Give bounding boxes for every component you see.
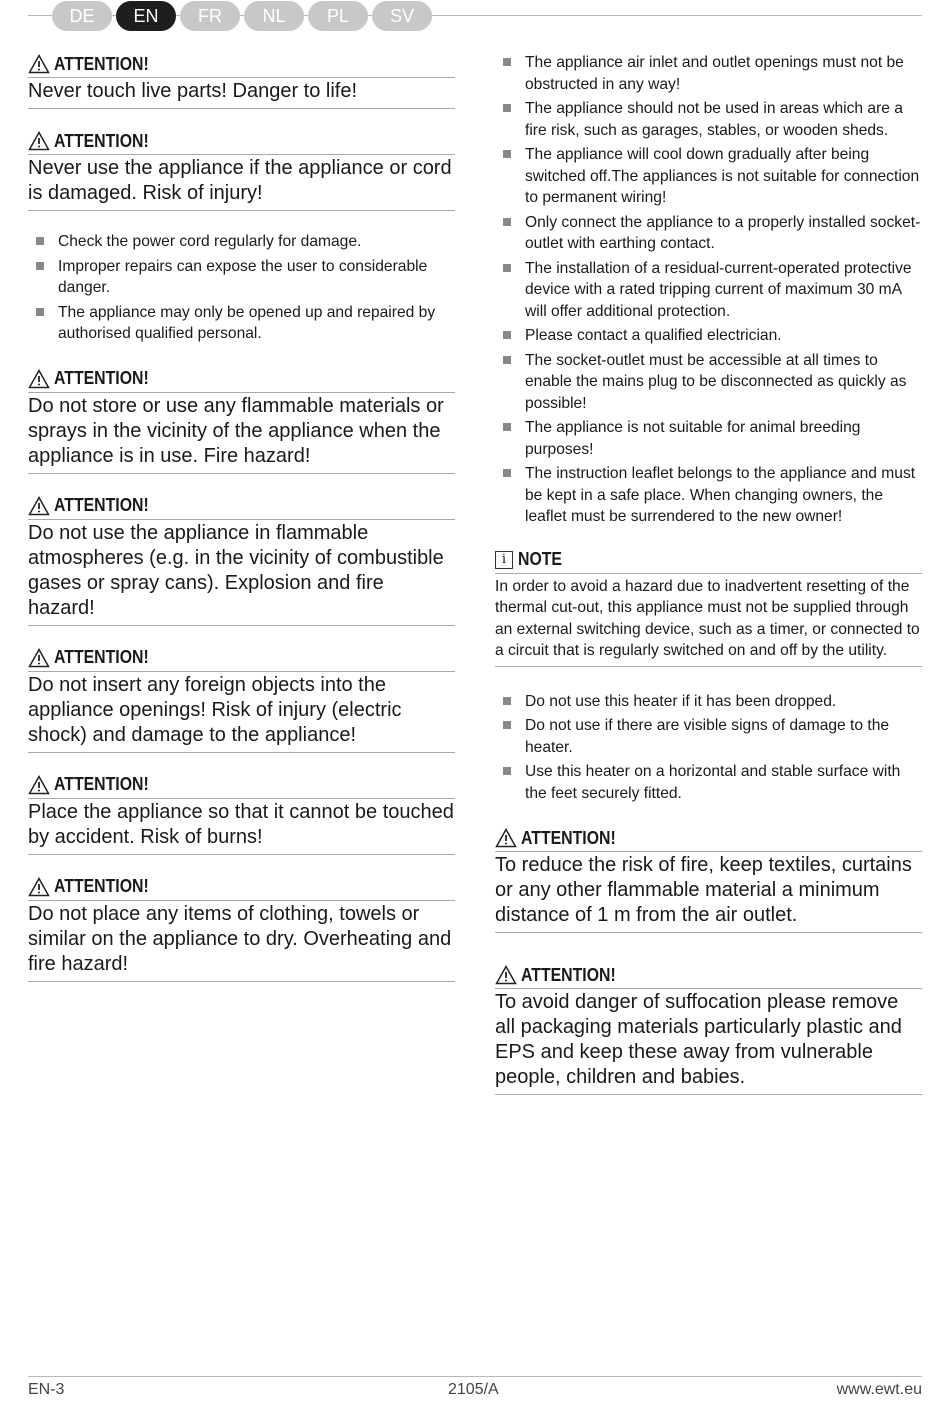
- square-bullet-icon: [36, 237, 44, 245]
- warning-triangle-icon: [28, 54, 50, 74]
- warning-block: [28, 367, 455, 474]
- list-item: The installation of a residual-current-operated protective device with a rated tripping current of maximum 30 mA will offer additional protection.: [495, 258, 922, 323]
- warning-triangle-icon: [28, 877, 50, 897]
- note-block: [495, 548, 922, 667]
- note-text: In order to avoid a hazard due to inadvertent resetting of the thermal cut-out, this appliance must not be supplied through an external switching device, such as a timer, or connected to a circuit that is regularly switched on and off by the utility.: [495, 574, 922, 667]
- list-item: Do not use if there are visible signs of damage to the heater.: [495, 715, 922, 758]
- list-item: Use this heater on a horizontal and stable surface with the feet securely fitted.: [495, 761, 922, 804]
- warning-heading: ATTENTION!: [521, 827, 616, 848]
- tab-nl[interactable]: NL: [244, 1, 304, 31]
- info-icon: i: [495, 551, 513, 569]
- warning-text: Do not insert any foreign objects into the appliance openings! Risk of injury (electric shock) and damage to the appliance!: [28, 672, 455, 753]
- language-tabs: [52, 1, 436, 31]
- document-code: 2105/A: [448, 1381, 499, 1398]
- website-link[interactable]: www.ewt.eu: [836, 1381, 922, 1398]
- square-bullet-icon: [503, 469, 511, 477]
- list-item: Please contact a qualified electrician.: [495, 325, 922, 347]
- square-bullet-icon: [503, 331, 511, 339]
- tab-fr[interactable]: FR: [180, 1, 240, 31]
- tab-sv[interactable]: SV: [372, 1, 432, 31]
- warning-triangle-icon: [28, 369, 50, 389]
- note-heading: NOTE: [518, 549, 563, 569]
- warning-triangle-icon: [495, 828, 517, 848]
- warning-block: [28, 494, 455, 626]
- list-item: The appliance should not be used in areas which are a fire risk, such as garages, stables, or wooden sheds.: [495, 98, 922, 141]
- list-item: Check the power cord regularly for damage.: [28, 231, 455, 253]
- warning-text: Do not use the appliance in flammable atmospheres (e.g. in the vicinity of combustible gases or spray cans). Explosion and fire hazard!: [28, 520, 455, 626]
- warning-triangle-icon: [495, 965, 517, 985]
- tab-en[interactable]: EN: [116, 1, 176, 31]
- square-bullet-icon: [503, 58, 511, 66]
- language-bar: [0, 0, 950, 34]
- list-item: The appliance will cool down gradually after being switched off.The appliances is not suitable for connection to permanent wiring!: [495, 144, 922, 209]
- warning-block: [495, 963, 922, 1095]
- warning-heading: ATTENTION!: [54, 368, 149, 388]
- warning-heading: ATTENTION!: [54, 876, 149, 896]
- warning-block: [28, 52, 455, 109]
- square-bullet-icon: [503, 264, 511, 272]
- list-item: The socket-outlet must be accessible at all times to enable the mains plug to be disconnected as quickly as possible!: [495, 350, 922, 415]
- square-bullet-icon: [503, 423, 511, 431]
- right-column: [495, 52, 922, 1115]
- warning-heading: ATTENTION!: [54, 647, 149, 667]
- warning-text: To reduce the risk of fire, keep textiles, curtains or any other flammable material a minimum distance of 1 m from the air outlet.: [495, 852, 922, 933]
- warning-heading: ATTENTION!: [54, 53, 149, 74]
- bullet-list: [495, 52, 922, 528]
- tab-de[interactable]: DE: [52, 1, 112, 31]
- warning-block: [495, 826, 922, 933]
- warning-triangle-icon: [28, 131, 50, 151]
- bullet-list: [28, 231, 455, 345]
- square-bullet-icon: [503, 697, 511, 705]
- warning-block: [28, 875, 455, 982]
- warning-block: [28, 646, 455, 753]
- warning-heading: ATTENTION!: [54, 774, 149, 794]
- list-item: The appliance air inlet and outlet openings must not be obstructed in any way!: [495, 52, 922, 95]
- warning-text: Never touch live parts! Danger to life!: [28, 78, 455, 109]
- list-item: The appliance may only be opened up and repaired by authorised qualified personal.: [28, 302, 455, 345]
- square-bullet-icon: [36, 262, 44, 270]
- square-bullet-icon: [503, 104, 511, 112]
- warning-text: Do not store or use any flammable materials or sprays in the vicinity of the appliance when the appliance is in use. Fire hazard!: [28, 393, 455, 474]
- warning-heading: ATTENTION!: [54, 495, 149, 515]
- square-bullet-icon: [503, 767, 511, 775]
- square-bullet-icon: [36, 308, 44, 316]
- warning-triangle-icon: [28, 648, 50, 668]
- page-footer: [28, 1376, 922, 1405]
- warning-triangle-icon: [28, 496, 50, 516]
- warning-text: Place the appliance so that it cannot be touched by accident. Risk of burns!: [28, 799, 455, 855]
- list-item: Do not use this heater if it has been dropped.: [495, 691, 922, 713]
- warning-block: [28, 773, 455, 855]
- square-bullet-icon: [503, 218, 511, 226]
- warning-heading: ATTENTION!: [54, 130, 149, 151]
- tab-pl[interactable]: PL: [308, 1, 368, 31]
- square-bullet-icon: [503, 721, 511, 729]
- warning-triangle-icon: [28, 775, 50, 795]
- list-item: Only connect the appliance to a properly installed socket-outlet with earthing contact.: [495, 212, 922, 255]
- warning-heading: ATTENTION!: [521, 964, 616, 985]
- warning-block: [28, 129, 455, 211]
- page-number: EN-3: [28, 1381, 65, 1398]
- warning-text: Do not place any items of clothing, towels or similar on the appliance to dry. Overheating and fire hazard!: [28, 901, 455, 982]
- list-item: The appliance is not suitable for animal breeding purposes!: [495, 417, 922, 460]
- square-bullet-icon: [503, 356, 511, 364]
- list-item: The instruction leaflet belongs to the appliance and must be kept in a safe place. When changing owners, the leaflet must be surrendered to the new owner!: [495, 463, 922, 528]
- bullet-list: [495, 691, 922, 805]
- warning-text: Never use the appliance if the appliance or cord is damaged. Risk of injury!: [28, 155, 455, 211]
- list-item: Improper repairs can expose the user to considerable danger.: [28, 256, 455, 299]
- left-column: [28, 52, 455, 1002]
- square-bullet-icon: [503, 150, 511, 158]
- warning-text: To avoid danger of suffocation please remove all packaging materials particularly plastic and EPS and keep these away from vulnerable people, children and babies.: [495, 989, 922, 1095]
